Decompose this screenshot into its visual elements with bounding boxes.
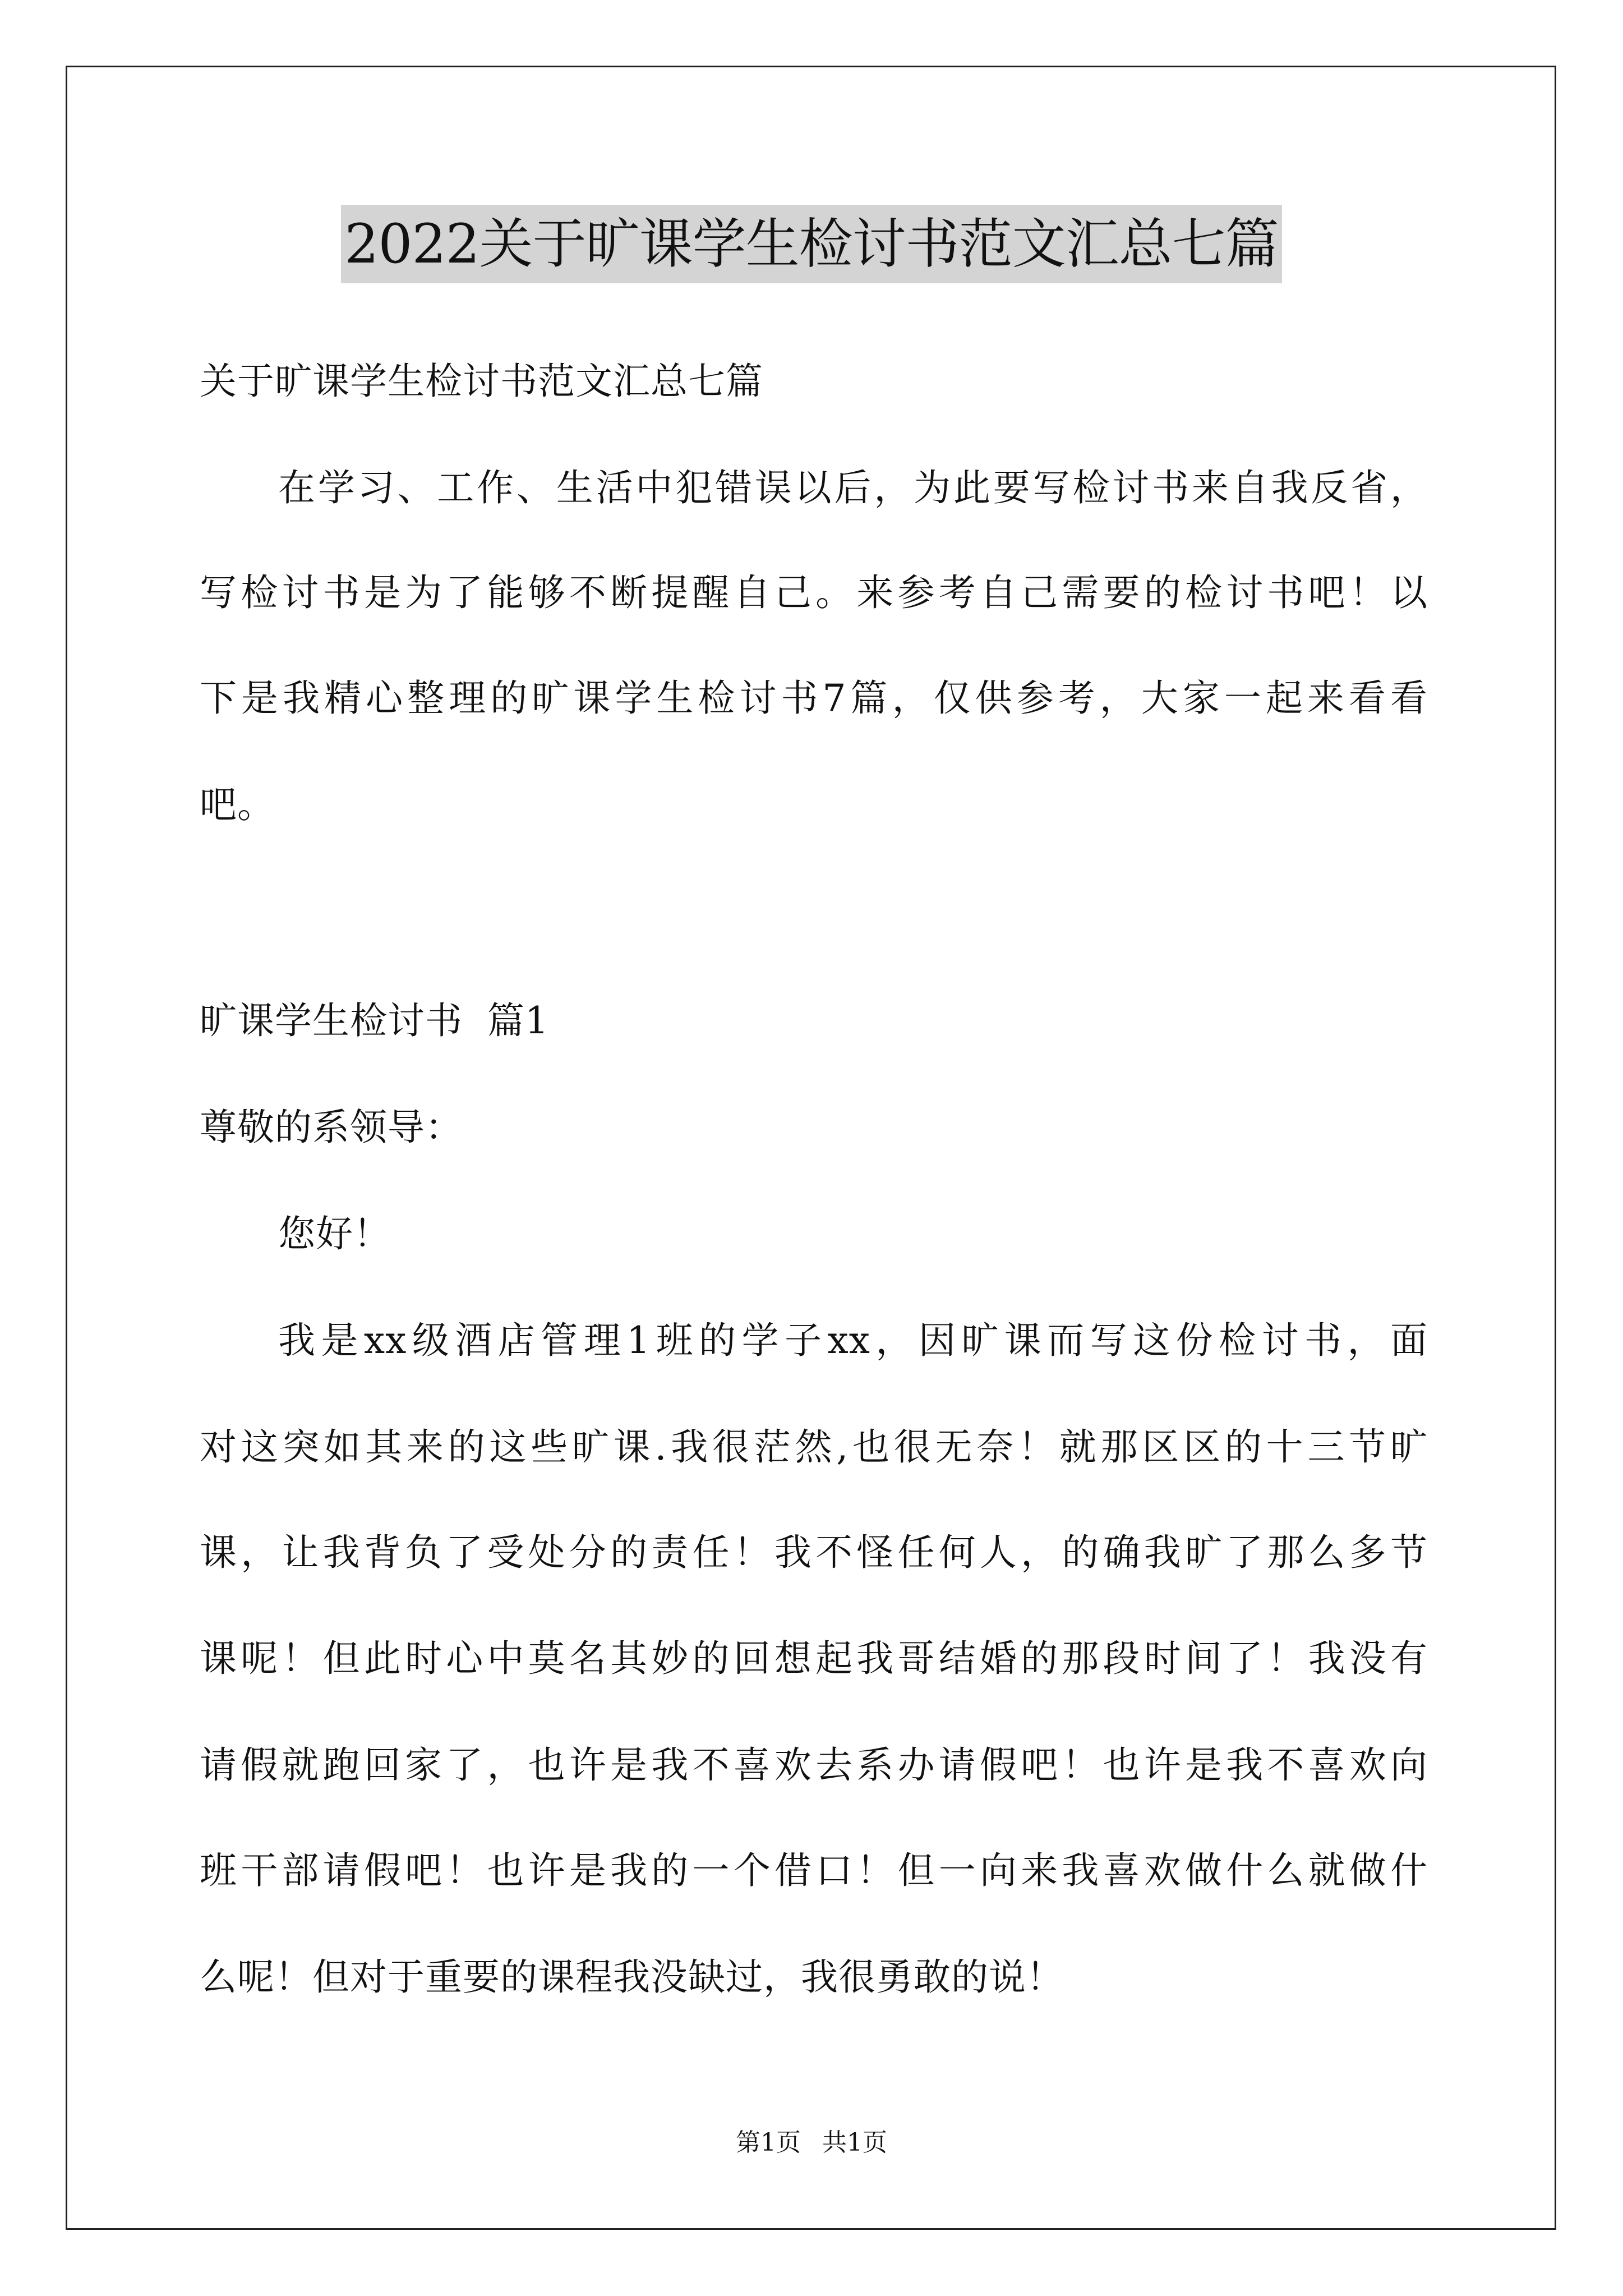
intro-line-4: 吧。 xyxy=(200,783,275,826)
intro-line-3: 下是我精心整理的旷课学生检讨书7篇，仅供参考，大家一起来看看 xyxy=(200,677,1428,720)
title-container xyxy=(0,205,1623,283)
document-subtitle: 关于旷课学生检讨书范文汇总七篇 xyxy=(200,360,763,403)
greeting: 您好！ xyxy=(278,1212,391,1255)
document-title: 2022关于旷课学生检讨书范文汇总七篇 xyxy=(341,205,1281,283)
section-heading: 旷课学生检讨书 篇1 xyxy=(200,999,549,1042)
body-line-2: 对这突如其来的这些旷课.我很茫然,也很无奈！就那区区的十三节旷 xyxy=(200,1425,1428,1469)
intro-line-1: 在学习、工作、生活中犯错误以后，为此要写检讨书来自我反省， xyxy=(278,466,1428,509)
body-line-5: 请假就跑回家了，也许是我不喜欢去系办请假吧！也许是我不喜欢向 xyxy=(200,1743,1428,1787)
body-line-1: 我是xx级酒店管理1班的学子xx，因旷课而写这份检讨书，面 xyxy=(278,1319,1428,1362)
body-line-4: 课呢！但此时心中莫名其妙的回想起我哥结婚的那段时间了！我没有 xyxy=(200,1637,1428,1680)
salutation: 尊敬的系领导： xyxy=(200,1106,463,1149)
page-number: 第1页 xyxy=(736,2128,801,2157)
body-line-7: 么呢！但对于重要的课程我没缺过，我很勇敢的说！ xyxy=(200,1955,1064,1999)
page-footer xyxy=(0,2126,1623,2160)
body-line-6: 班干部请假吧！也许是我的一个借口！但一向来我喜欢做什么就做什 xyxy=(200,1849,1428,1892)
page-total: 共1页 xyxy=(822,2128,887,2157)
body-line-3: 课，让我背负了受处分的责任！我不怪任何人，的确我旷了那么多节 xyxy=(200,1531,1428,1574)
intro-line-2: 写检讨书是为了能够不断提醒自己。来参考自己需要的检讨书吧！以 xyxy=(200,571,1428,614)
